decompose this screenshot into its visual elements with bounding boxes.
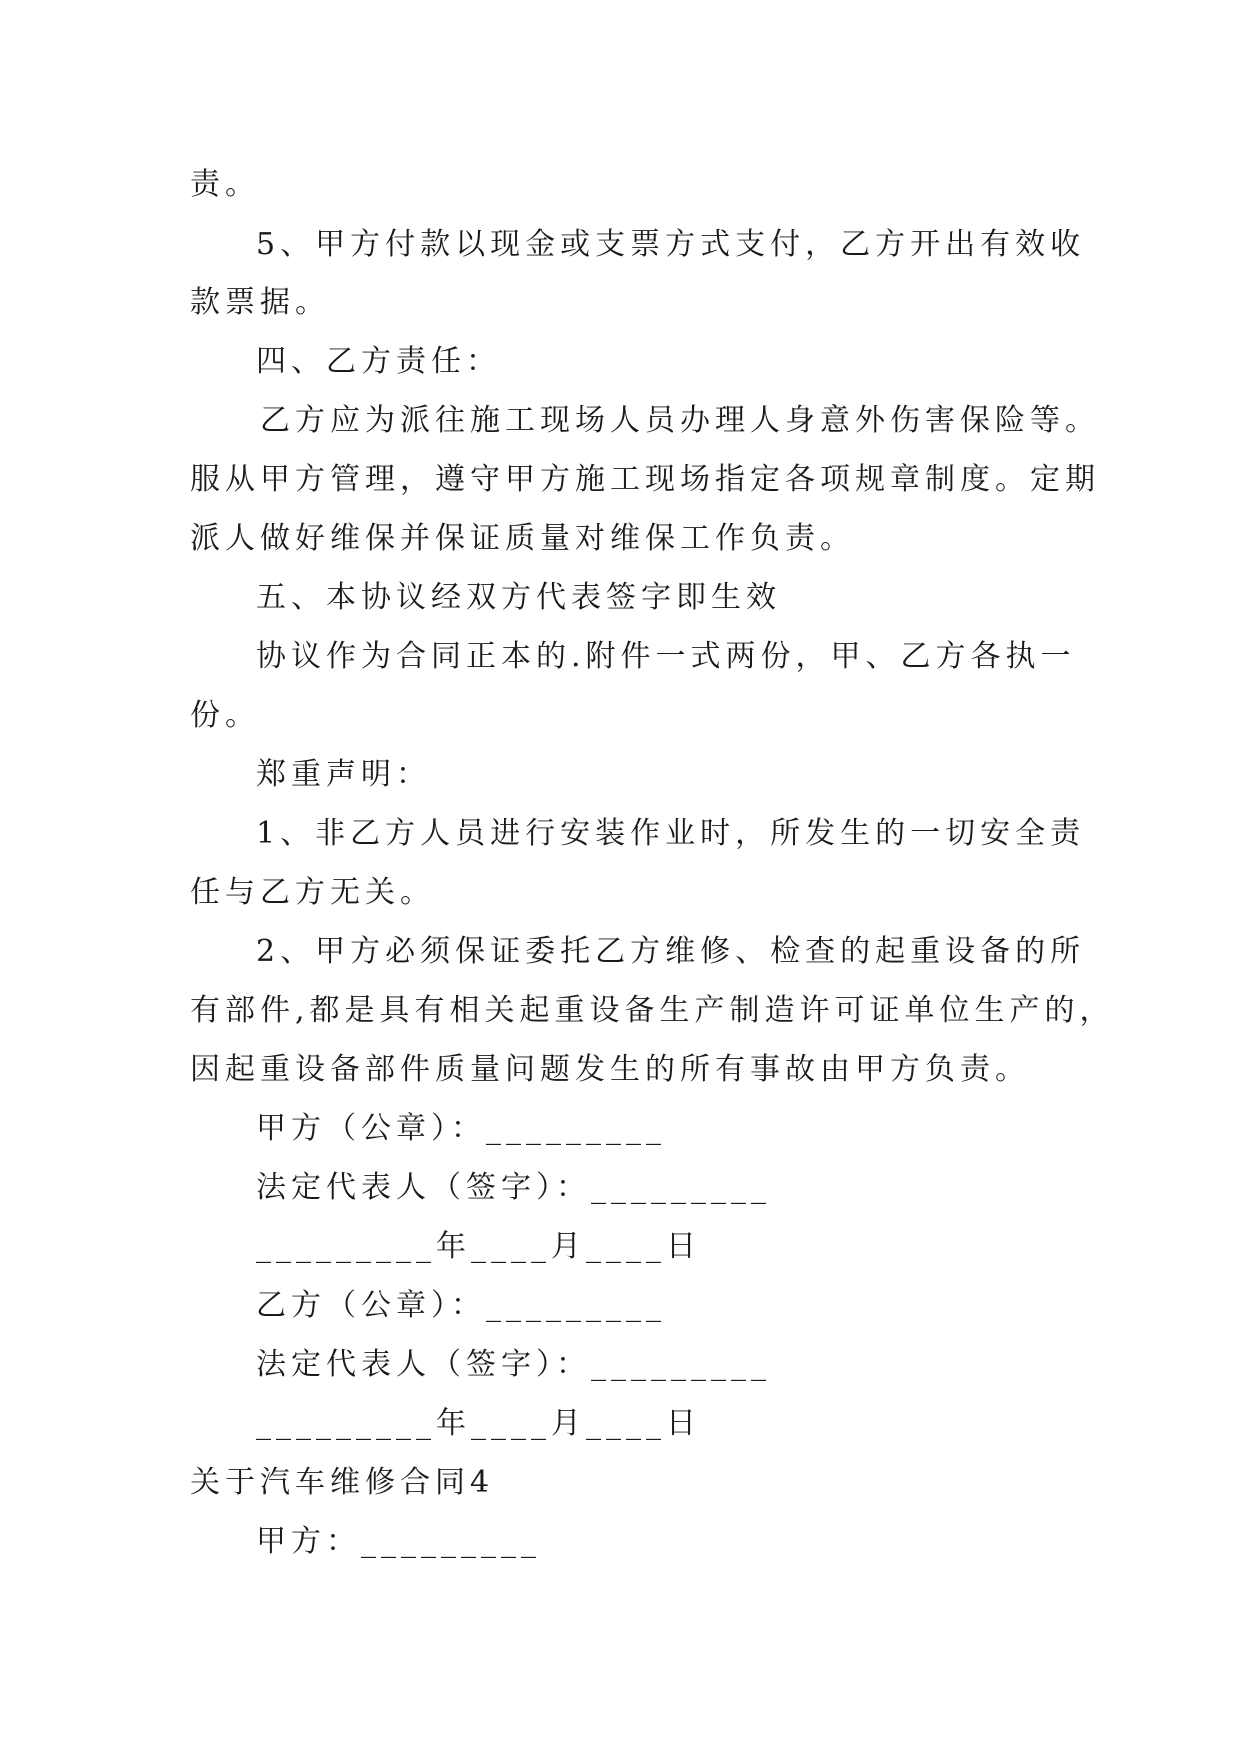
paragraph-line: 乙方应为派往施工现场人员办理人身意外伤害保险等。 (260, 403, 1100, 438)
paragraph-line: 有部件,都是具有相关起重设备生产制造许可证单位生产的， (190, 993, 1115, 1028)
party-a-field: 甲方：_________ (256, 1524, 541, 1559)
paragraph-line: 派人做好维保并保证质量对维保工作负责。 (190, 521, 855, 556)
paragraph-line: 服从甲方管理，遵守甲方施工现场指定各项规章制度。定期 (190, 462, 1100, 497)
party-a-representative-field: 法定代表人（签字）：_________ (256, 1170, 771, 1205)
party-b-representative-field: 法定代表人（签字）：_________ (256, 1347, 771, 1382)
party-a-date-field: _________年____月____日 (256, 1229, 701, 1264)
paragraph-line: 协议作为合同正本的.附件一式两份，甲、乙方各执一 (256, 639, 1076, 674)
document-title: 关于汽车维修合同4 (190, 1465, 495, 1500)
paragraph-line: 款票据。 (190, 285, 330, 320)
paragraph-line: 任与乙方无关。 (190, 875, 435, 910)
paragraph-line: 2、甲方必须保证委托乙方维修、检查的起重设备的所 (256, 934, 1086, 969)
paragraph-line: 5、甲方付款以现金或支票方式支付，乙方开出有效收 (256, 227, 1086, 262)
party-b-date-field: _________年____月____日 (256, 1406, 701, 1441)
paragraph-line: 1、非乙方人员进行安装作业时，所发生的一切安全责 (256, 816, 1086, 851)
paragraph-line: 责。 (190, 167, 260, 202)
party-a-seal-field: 甲方（公章）：_________ (256, 1111, 666, 1146)
section-heading: 五、本协议经双方代表签字即生效 (256, 580, 781, 615)
party-b-seal-field: 乙方（公章）：_________ (256, 1288, 666, 1323)
paragraph-line: 份。 (190, 698, 260, 733)
section-heading: 郑重声明： (256, 757, 431, 792)
paragraph-line: 因起重设备部件质量问题发生的所有事故由甲方负责。 (190, 1052, 1030, 1087)
section-heading: 四、乙方责任： (256, 344, 501, 379)
